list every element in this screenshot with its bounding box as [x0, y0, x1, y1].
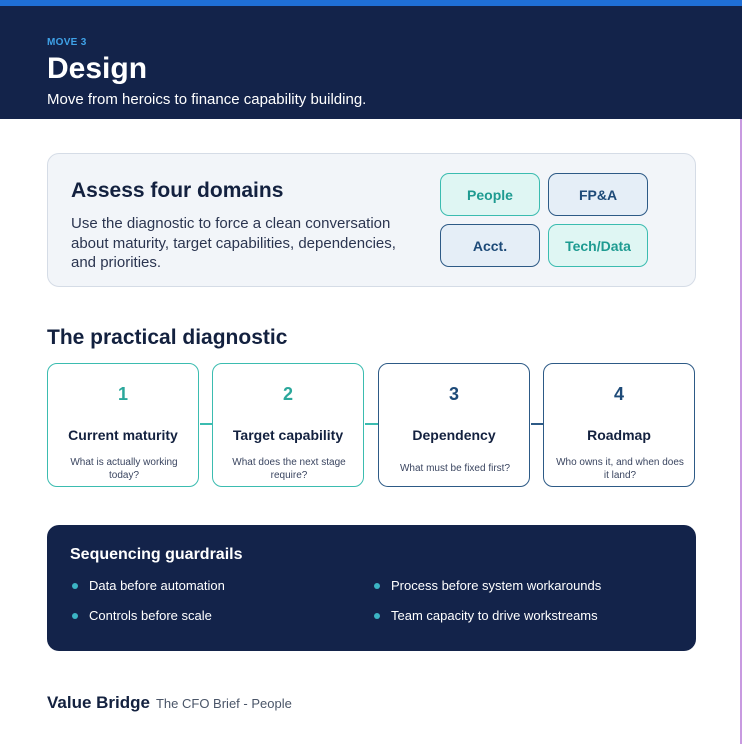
step-description: What must be fixed first?: [399, 463, 511, 474]
step-number: 1: [117, 384, 128, 404]
page-title: Design: [47, 52, 148, 85]
page-header: [0, 6, 742, 119]
step-label: Roadmap: [587, 427, 651, 443]
footer-note: The CFO Brief - People: [155, 696, 292, 711]
step-description: Who owns it, and when does it land?: [556, 457, 684, 481]
step-connector: [365, 423, 378, 425]
step-label: Current maturity: [68, 427, 178, 443]
step-label: Target capability: [232, 427, 344, 443]
guardrail-text: Team capacity to drive workstreams: [391, 608, 598, 623]
page-footer: [47, 693, 292, 713]
guardrail-item: [374, 608, 598, 623]
guardrail-item: [72, 578, 225, 593]
assess-description: Use the diagnostic to force a clean conversation about maturity, target capabilities, dependencies, and priorities.: [71, 215, 396, 271]
diagnostic-step-3: [378, 363, 530, 487]
bullet-dot-icon: [374, 583, 380, 589]
diagnostic-title: The practical diagnostic: [47, 326, 288, 349]
step-description: What does the next stage require?: [232, 457, 346, 481]
domain-chip-people: People: [440, 173, 540, 216]
sequencing-guardrails-panel: [47, 525, 696, 651]
step-label: Dependency: [412, 427, 496, 443]
step-number: 3: [448, 384, 459, 404]
bullet-dot-icon: [374, 613, 380, 619]
bullet-dot-icon: [72, 613, 78, 619]
domain-chip-accounting: Acct.: [440, 224, 540, 267]
diagnostic-step-4: [543, 363, 695, 487]
move-kicker: MOVE 3: [47, 37, 87, 48]
brand-name: Value Bridge: [47, 693, 150, 712]
domain-chip-fpa: FP&A: [548, 173, 648, 216]
guardrail-item: [72, 608, 212, 623]
domain-chip-tech-data: Tech/Data: [548, 224, 648, 267]
diagnostic-step-2: [212, 363, 364, 487]
bullet-dot-icon: [72, 583, 78, 589]
assess-domains-card: [47, 153, 696, 287]
guardrail-item: [374, 578, 601, 593]
page-subtitle: Move from heroics to finance capability building.: [47, 91, 367, 108]
guardrail-text: Process before system workarounds: [391, 578, 602, 593]
guardrail-text: Data before automation: [89, 578, 225, 593]
guardrails-title: Sequencing guardrails: [70, 546, 243, 563]
step-number: 4: [613, 384, 624, 404]
guardrail-text: Controls before scale: [89, 608, 212, 623]
step-description: What is actually working today?: [70, 457, 178, 481]
assess-title: Assess four domains: [71, 179, 284, 202]
diagnostic-step-1: [47, 363, 199, 487]
step-number: 2: [282, 384, 293, 404]
